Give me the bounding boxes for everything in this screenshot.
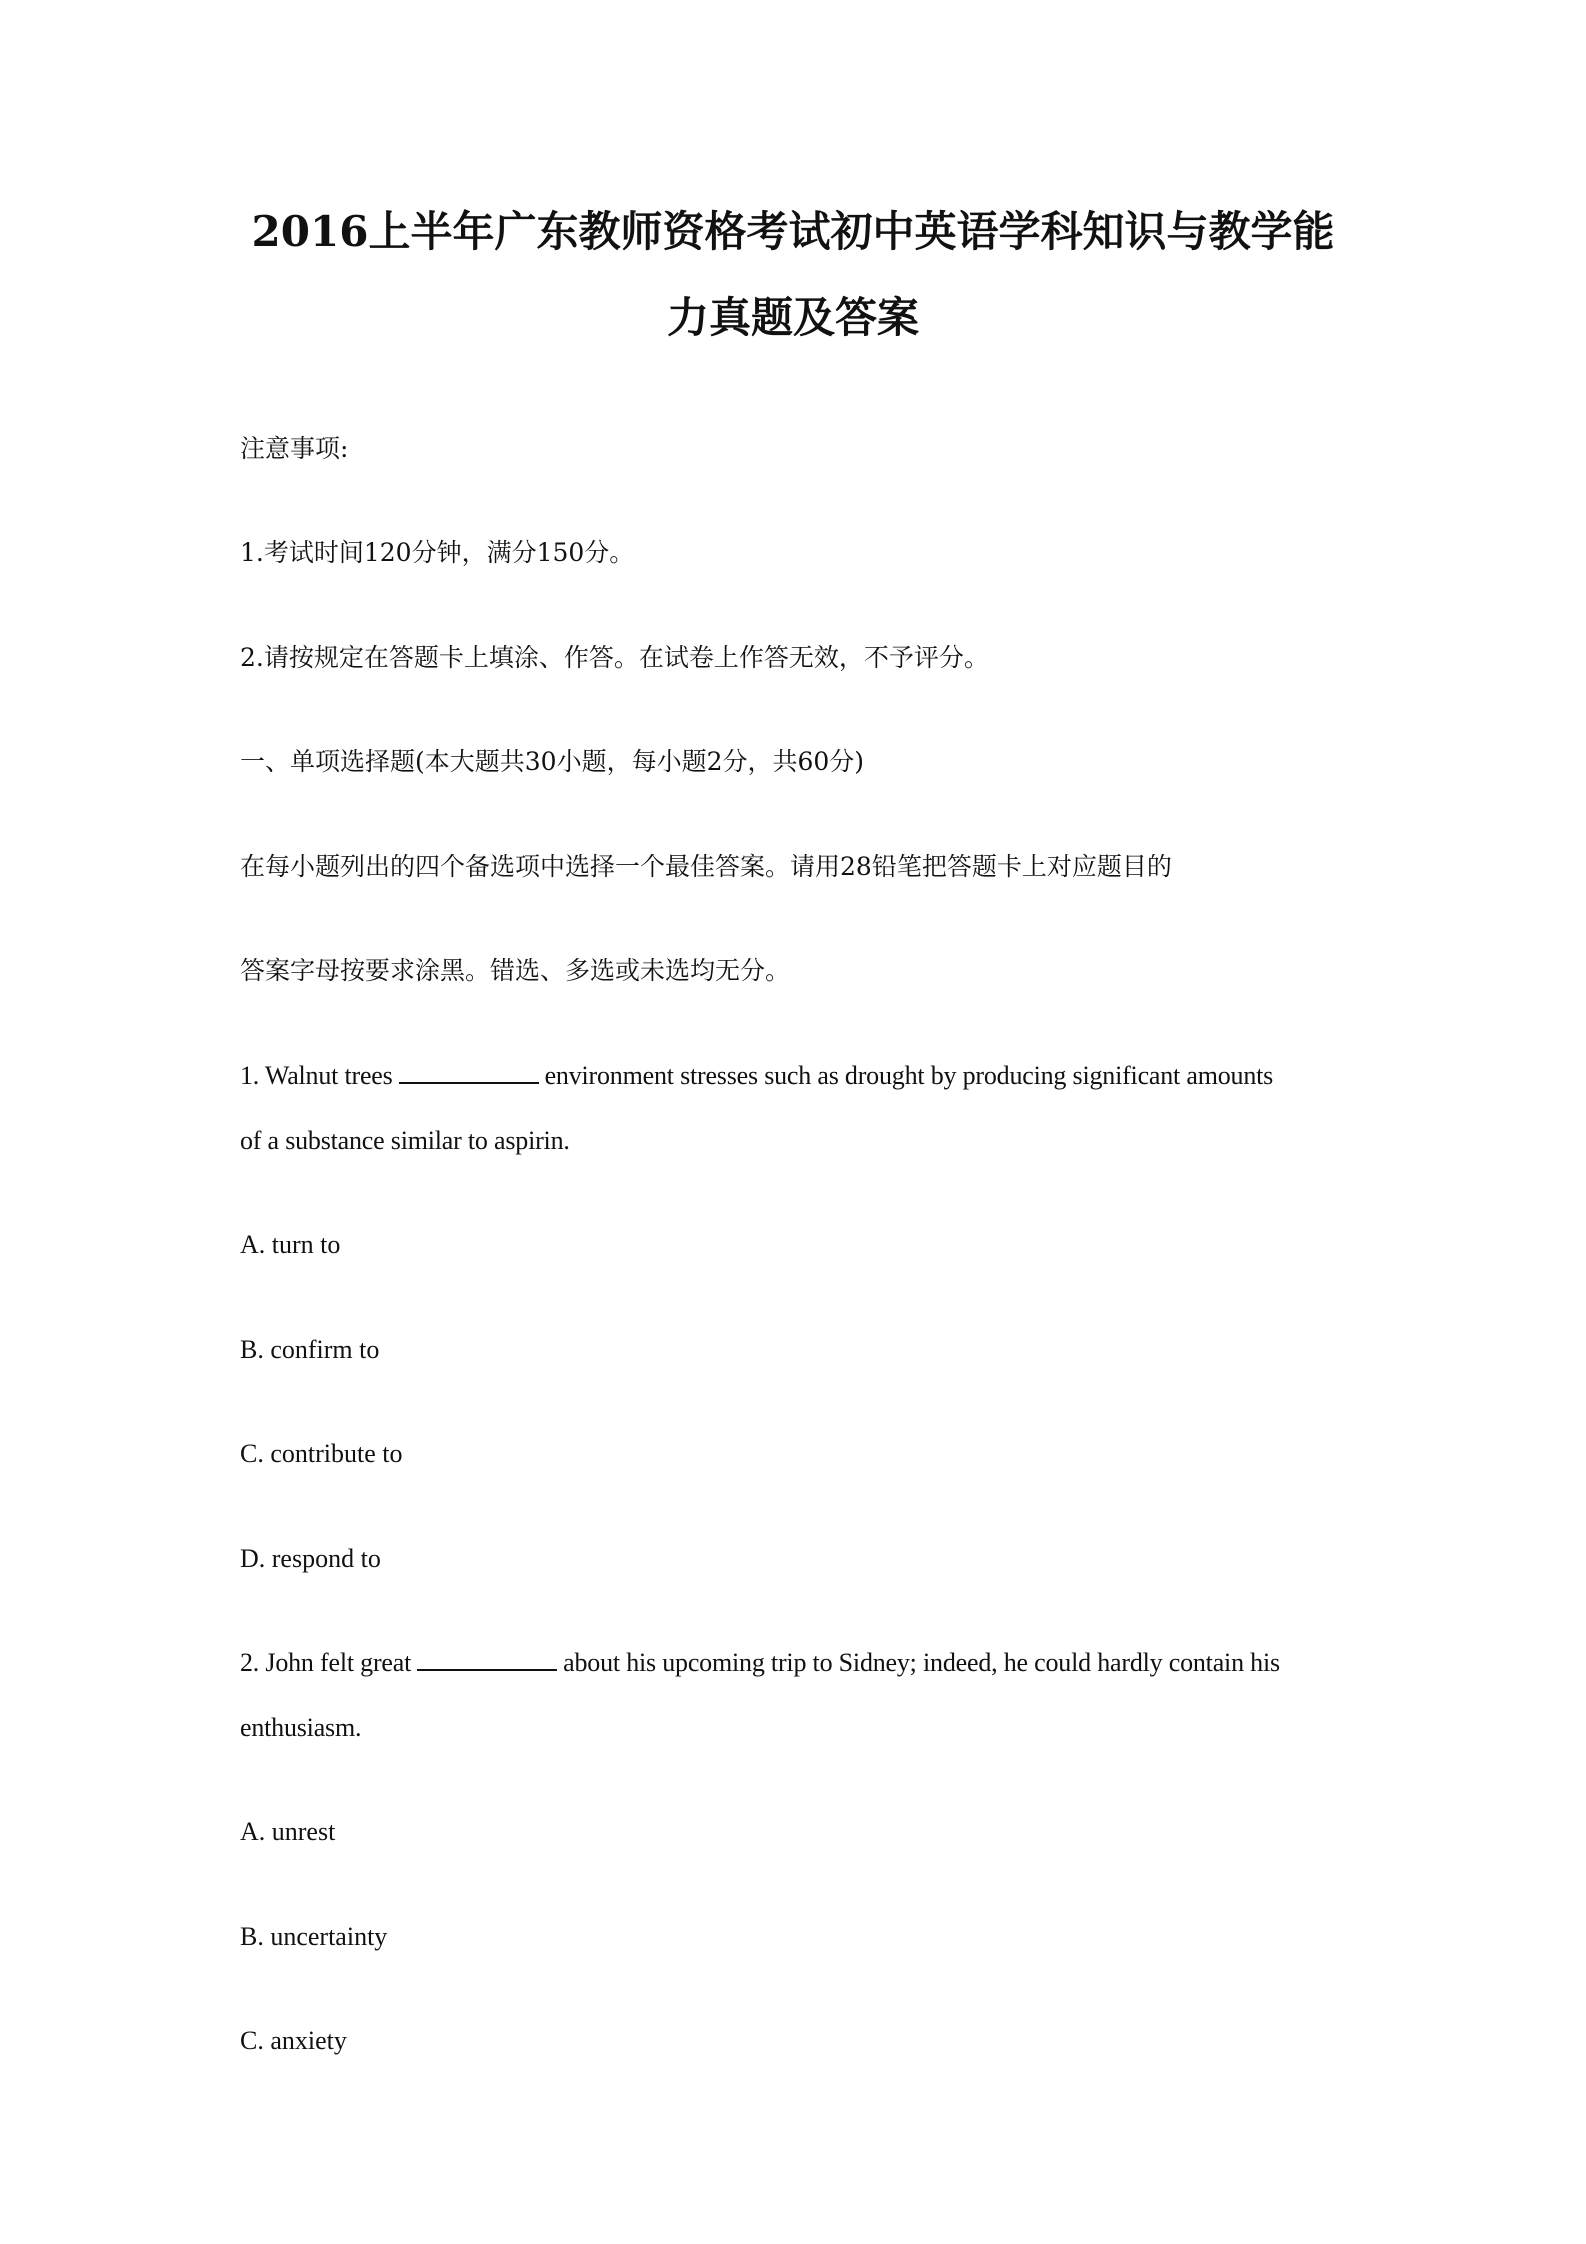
section-heading: 一、单项选择题(本大题共30小题，每小题2分，共60分) [240,747,865,776]
question-1-stem [240,1059,1348,1093]
notice-heading: 注意事项: [240,434,349,463]
question-2-stem [240,1646,1348,1680]
question-2-option-a: A. unrest [240,1817,336,1846]
question-2-stem-after: about his upcoming trip to Sidney; indeed, he could hardly contain his [563,1648,1280,1677]
document-title-line-1: 2016上半年广东教师资格考试初中英语学科知识与教学能 [251,207,1335,256]
notice-item-1: 1.考试时间120分钟，满分150分。 [240,538,635,567]
notice-item-2: 2.请按规定在答题卡上填涂、作答。在试卷上作答无效，不予评分。 [240,643,989,672]
instruction-line-2: 答案字母按要求涂黑。错选、多选或未选均无分。 [240,956,791,985]
question-2-option-c: C. anxiety [240,2026,347,2055]
question-1-stem-line-2: of a substance similar to aspirin. [240,1126,570,1155]
question-1-stem-before: 1. Walnut trees [240,1061,393,1090]
question-1-stem-after: environment stresses such as drought by producing significant amounts [544,1061,1274,1090]
question-1-blank [399,1062,539,1084]
question-2-blank [417,1649,557,1671]
question-2-stem-line-2: enthusiasm. [240,1713,362,1742]
question-2-option-b: B. uncertainty [240,1922,388,1951]
question-1-option-d: D. respond to [240,1544,381,1573]
question-1-option-c: C. contribute to [240,1439,403,1468]
instruction-line-1: 在每小题列出的四个备选项中选择一个最佳答案。请用28铅笔把答题卡上对应题目的 [240,852,1172,881]
question-1-option-a: A. turn to [240,1230,341,1259]
question-1-option-b: B. confirm to [240,1335,380,1364]
document-title-line-2: 力真题及答案 [666,293,919,342]
question-2-stem-before: 2. John felt great [240,1648,412,1677]
